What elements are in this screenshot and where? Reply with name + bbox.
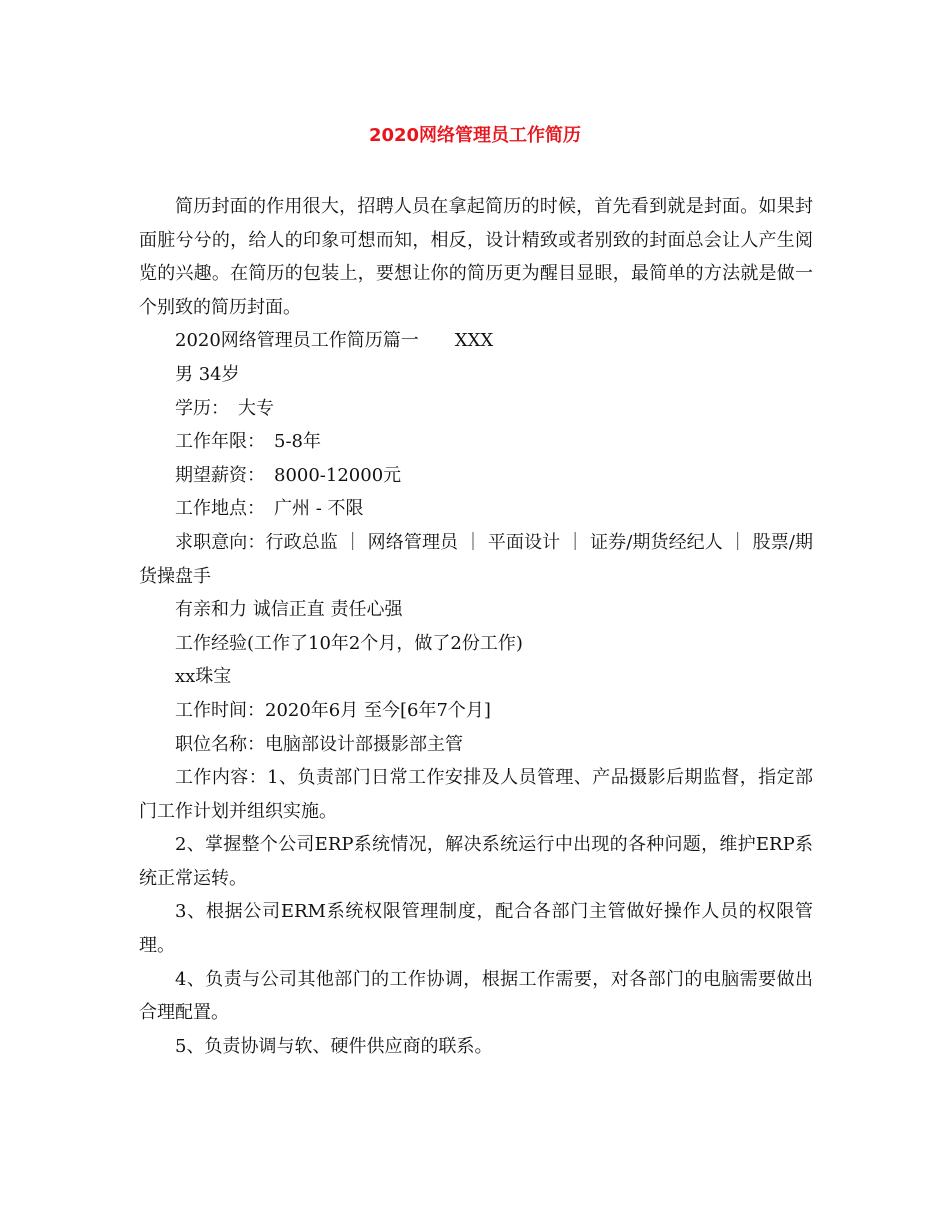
work-location: 工作地点： 广州 - 不限: [175, 498, 364, 520]
work-experience-summary: 工作经验(工作了10年2个月，做了2份工作): [175, 632, 523, 654]
duty-item-3: 3、根据公司ERM系统权限管理制度，配合各部门主管做好操作人员的权限管理。: [139, 901, 813, 957]
document-body: [139, 190, 813, 1063]
personal-traits: 有亲和力 诚信正直 责任心强: [175, 599, 403, 621]
job-intention: 求职意向：行政总监 ｜ 网络管理员 ｜ 平面设计 ｜ 证券/期货经纪人 ｜ 股票/期货操盘手: [139, 531, 813, 587]
intro-paragraph: 简历封面的作用很大，招聘人员在拿起简历的时候，首先看到就是封面。如果封面脏兮兮的，给人的印象可想而知，相反，设计精致或者别致的封面总会让人产生阅览的兴趣。在简历的包装上，要想让你的简历更为醒目显眼，最简单的方法就是做一个别致的简历封面。: [139, 196, 813, 318]
duty-item-1: 工作内容：1、负责部门日常工作安排及人员管理、产品摄影后期监督，指定部门工作计划并组织实施。: [139, 767, 813, 822]
position-title: 职位名称：电脑部设计部摄影部主管: [175, 733, 463, 755]
resume-heading: 2020网络管理员工作简历篇一 XXX: [175, 330, 494, 352]
work-years: 工作年限： 5-8年: [175, 431, 321, 453]
company-name: xx珠宝: [175, 666, 232, 688]
expected-salary: 期望薪资： 8000-12000元: [175, 464, 402, 486]
duty-item-4: 4、负责与公司其他部门的工作协调，根据工作需要，对各部门的电脑需要做出合理配置。: [139, 968, 813, 1024]
education: 学历： 大专: [175, 397, 274, 419]
document-title: 2020网络管理员工作简历: [368, 125, 582, 146]
gender-age: 男 34岁: [175, 363, 240, 385]
work-period: 工作时间：2020年6月 至今[6年7个月]: [175, 699, 491, 721]
duty-item-2: 2、掌握整个公司ERP系统情况，解决系统运行中出现的各种问题，维护ERP系统正常运转。: [139, 834, 813, 889]
duty-item-5: 5、负责协调与软、硬件供应商的联系。: [175, 1035, 493, 1057]
